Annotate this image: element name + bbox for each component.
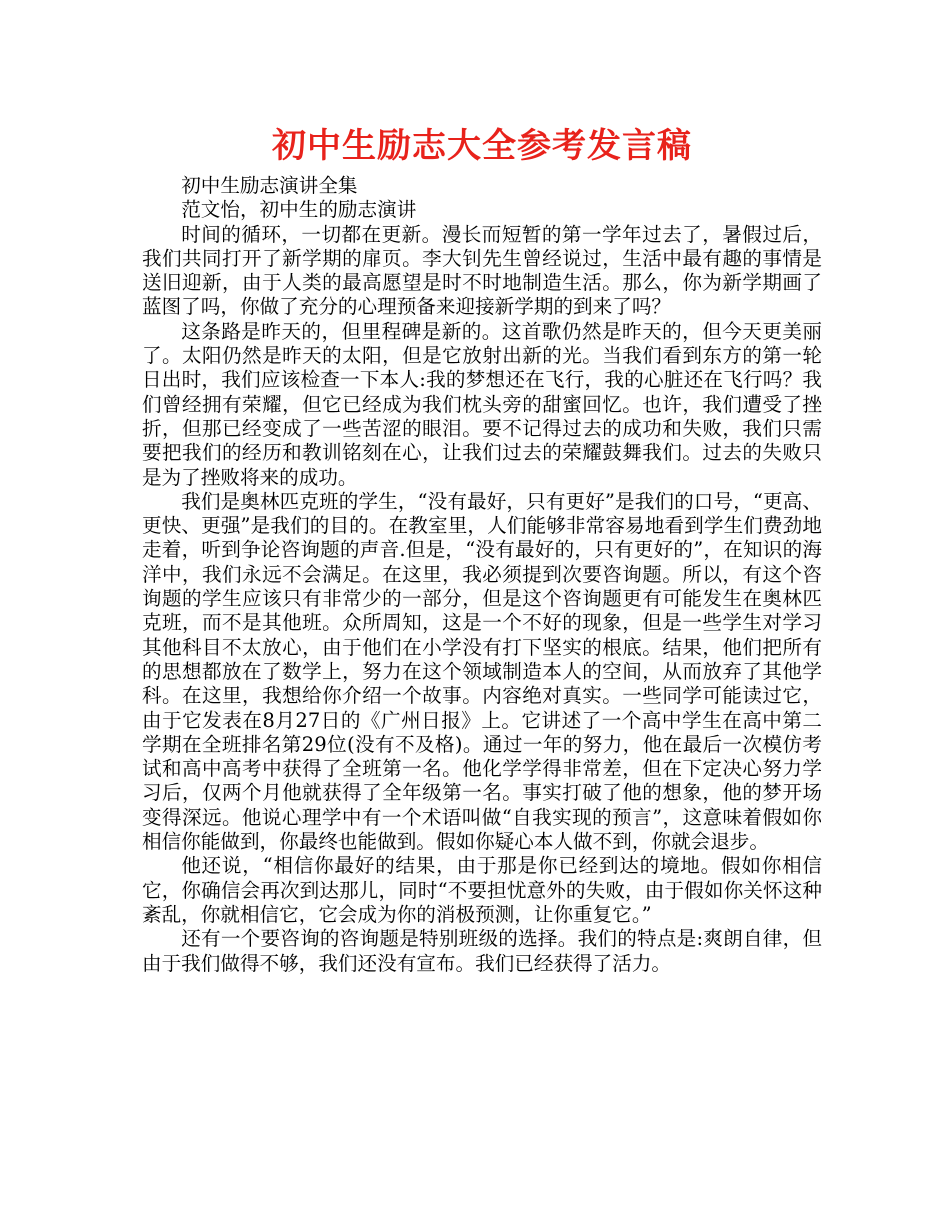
subtitle-line: 初中生励志演讲全集: [181, 174, 358, 197]
paragraph-3: 我们是奥林匹克班的学生，“没有最好，只有更好”是我们的口号，“更高、更快、更强”是我们的目的。在教室里，人们能够非常容易地看到学生们费劲地走着，听到争论咨询题的声音.但是，“没有最好的，只有更好的”，在知识的海洋中，我们永远不会满足。在这里，我必须提到次要咨询题。所以，有这个咨询题的学生应该只有非常少的一部分，但是这个咨询题更有可能发生在奥林匹克班，而不是其他班。众所周知，这是一个不好的现象，但是一些学生对学习其他科目不太放心，由于他们在小学没有打下坚实的根底。结果，他们把所有的思想都放在了数学上，努力在这个领域制造本人的空间，从而放弃了其他学科。在这里，我想给你介绍一个故事。内容绝对真实。一些同学可能读过它，由于它发表在8月27日的《广州日报》上。它讲述了一个高中学生在高中第二学期在全班排名第29位(没有不及格)。通过一年的努力，他在最后一次模仿考试和高中高考中获得了全班第一名。他化学学得非常差，但在下定决心努力学习后，仅两个月他就获得了全年级第一名。事实打破了他的想象，他的梦开场变得深远。他说心理学中有一个术语叫做“自我实现的预言”，这意味着假如你相信你能做到，你最终也能做到。假如你疑心本人做不到，你就会退步。: [142, 489, 822, 854]
paragraph-2: 这条路是昨天的，但里程碑是新的。这首歌仍然是昨天的，但今天更美丽了。太阳仍然是昨天的太阳，但是它放射出新的光。当我们看到东方的第一轮日出时，我们应该检查一下本人:我的梦想还在飞行，我的心脏还在飞行吗？我们曾经拥有荣耀，但它已经成为我们枕头旁的甜蜜回忆。也许，我们遭受了挫折，但那已经变成了一些苦涩的眼泪。要不记得过去的成功和失败，我们只需要把我们的经历和教训铭刻在心，让我们过去的荣耀鼓舞我们。过去的失败只是为了挫败将来的成功。: [142, 319, 822, 489]
author-line: 范文怡，初中生的励志演讲: [181, 198, 417, 222]
paragraph-4: 他还说，“相信你最好的结果，由于那是你已经到达的境地。假如你相信它，你确信会再次到达那儿，同时“不要担忧意外的失败，由于假如你关怀这种紊乱，你就相信它，它会成为你的消极预测，让你重复它。”: [142, 854, 822, 926]
document-page: [142, 118, 822, 976]
paragraph-1: 时间的循环，一切都在更新。漫长而短暂的第一学年过去了，暑假过后，我们共同打开了新学期的扉页。李大钊先生曾经说过，生活中最有趣的事情是送旧迎新，由于人类的最高愿望是时不时地制造生活。那么，你为新学期画了蓝图了吗，你做了充分的心理预备来迎接新学期的到来了吗？: [142, 222, 822, 319]
document-title: 初中生励志大全参考发言稿: [272, 126, 692, 166]
paragraph-5: 还有一个要咨询的咨询题是特别班级的选择。我们的特点是:爽朗自律，但由于我们做得不够，我们还没有宣布。我们已经获得了活力。: [142, 927, 822, 975]
